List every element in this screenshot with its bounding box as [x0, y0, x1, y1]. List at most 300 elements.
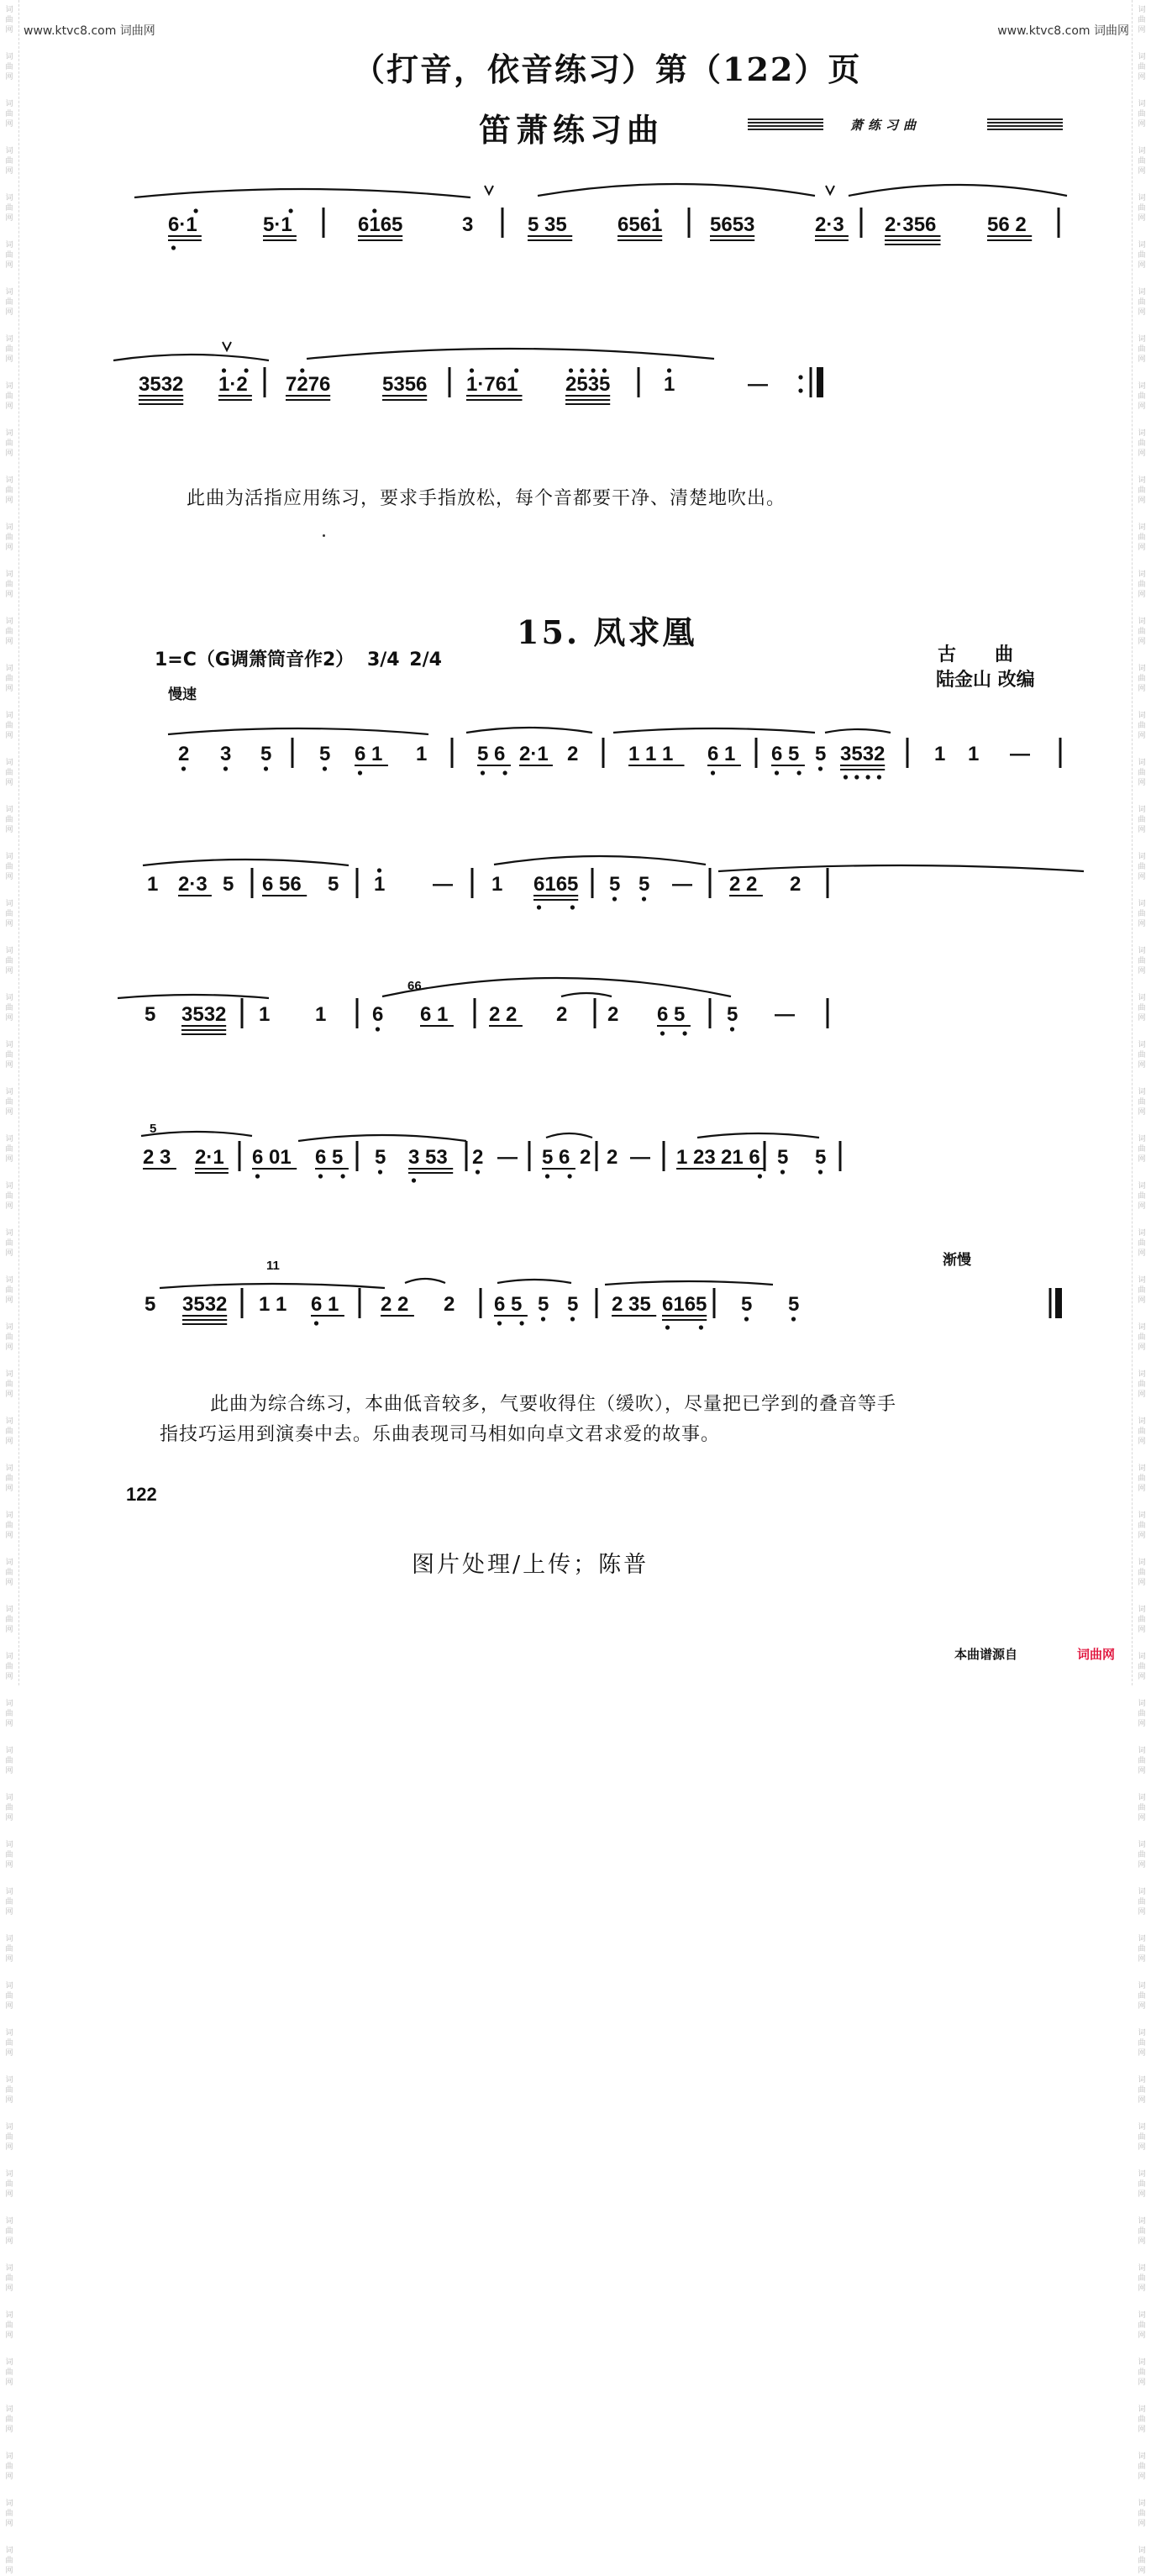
high-octave-dot	[667, 368, 671, 372]
tempo-end: 渐慢	[943, 1252, 971, 1269]
side-watermark-text: 词 曲 网	[1138, 1088, 1146, 1117]
repeat-dot	[798, 388, 802, 392]
final-barline-thick	[817, 367, 823, 397]
phrase-slur	[466, 728, 592, 733]
side-watermark-text: 词 曲 网	[5, 2217, 13, 2246]
high-octave-dot	[289, 208, 293, 213]
side-watermark-text: 词 曲 网	[5, 1088, 13, 1117]
note-group: 2	[580, 1146, 591, 1169]
side-watermark-text: 词 曲 网	[5, 1464, 13, 1493]
note-group: 1	[374, 873, 386, 896]
side-watermark-text: 词 曲 网	[1138, 1182, 1146, 1211]
low-octave-dot	[520, 1321, 524, 1325]
watermark-top-left: www.ktvc8.com 词曲网	[24, 24, 155, 38]
side-watermark-text: 词 曲 网	[1138, 2029, 1146, 2058]
side-watermark-text: 词 曲 网	[1138, 2405, 1146, 2434]
side-watermark-text: 词 曲 网	[5, 2029, 13, 2058]
note-group: 5	[639, 873, 650, 896]
side-watermark-text: 词 曲 网	[5, 2170, 13, 2199]
side-watermark-text: 词 曲 网	[1138, 1794, 1146, 1822]
side-watermark-text: 词 曲 网	[1138, 2123, 1146, 2152]
piece-origin: 古 曲	[938, 644, 1013, 665]
low-octave-dot	[412, 1178, 416, 1182]
grace-note: 11	[266, 1259, 280, 1273]
side-watermark-text: 词 曲 网	[1138, 1041, 1146, 1070]
piece-line-3	[145, 975, 1075, 1059]
low-octave-dot	[255, 1174, 260, 1178]
note-group: 2	[567, 743, 579, 765]
piece-line-3-svg	[145, 975, 1075, 1059]
note-56-2: 56 2	[987, 213, 1027, 236]
side-watermark-text: 词 曲 网	[1138, 2452, 1146, 2481]
side-watermark-text: 词 曲 网	[1138, 806, 1146, 834]
low-octave-dot	[358, 770, 362, 775]
low-octave-dot	[497, 1321, 502, 1325]
note-group: —	[775, 1003, 795, 1026]
side-watermark-text: 词 曲 网	[1138, 147, 1146, 176]
side-watermark-text: 词 曲 网	[5, 853, 13, 881]
low-octave-dot	[541, 1317, 545, 1321]
side-watermark-text: 词 曲 网	[1138, 53, 1146, 81]
low-octave-dot	[376, 1027, 380, 1031]
decorative-stripes-right	[987, 118, 1063, 130]
low-octave-dot	[612, 896, 617, 901]
side-watermark-text: 词 曲 网	[1138, 1841, 1146, 1869]
note-group: 6 1	[707, 743, 736, 765]
low-octave-dot	[683, 1031, 687, 1035]
high-octave-dot	[602, 368, 607, 372]
side-watermark-text: 词 曲 网	[5, 1606, 13, 1634]
note-6-1: 6·1	[168, 213, 197, 236]
low-octave-dot	[570, 1317, 575, 1321]
side-watermark-text: 词 曲 网	[1138, 6, 1146, 34]
note-group: 6 56	[262, 873, 302, 896]
note-group: 2	[178, 743, 190, 765]
piece-title: 15. 凤求凰	[517, 613, 697, 651]
low-octave-dot	[866, 775, 870, 779]
low-octave-dot	[744, 1317, 749, 1321]
note-2-3: 2·3	[815, 213, 844, 236]
piece-description-line-1: 此曲为综合练习，本曲低音较多，气要收得住（缓吹），尽量把已学到的叠音等手	[210, 1394, 897, 1415]
side-watermark-text: 词 曲 网	[5, 1653, 13, 1681]
piece-line-2-svg	[147, 844, 1075, 928]
note-group: 5	[375, 1146, 386, 1169]
side-watermark-text: 词 曲 网	[5, 1559, 13, 1587]
note-group: 6 1	[355, 743, 383, 765]
side-watermark-text: 词 曲 网	[1138, 1323, 1146, 1352]
high-octave-dot	[470, 368, 474, 372]
side-watermark-text: 词 曲 网	[5, 476, 13, 505]
note-group: —	[1010, 743, 1030, 765]
side-watermark-text: 词 曲 网	[5, 2547, 13, 2575]
phrase-slur	[134, 189, 470, 197]
high-octave-dot	[591, 368, 596, 372]
side-watermark-text: 词 曲 网	[1138, 241, 1146, 270]
tempo-start: 慢速	[168, 686, 197, 703]
side-watermark-text: 词 曲 网	[5, 241, 13, 270]
key-text: 1=C（G调箫筒音作2）	[155, 649, 355, 670]
side-watermark-text: 词 曲 网	[5, 194, 13, 223]
phrase-slur	[307, 349, 714, 359]
note-group: 6 5	[494, 1293, 523, 1316]
side-watermark-text: 词 曲 网	[1138, 947, 1146, 975]
low-octave-dot	[818, 766, 823, 770]
note-group: 5	[260, 743, 272, 765]
note-1-761: 1·761	[466, 373, 518, 396]
upload-credit: 图片处理/上传；陈普	[412, 1552, 649, 1578]
low-octave-dot	[730, 1027, 734, 1031]
low-octave-dot	[797, 770, 801, 775]
side-watermark-text: 词 曲 网	[5, 6, 13, 34]
low-octave-dot	[341, 1174, 345, 1178]
piece-line-1-svg	[168, 714, 1075, 798]
dash-sustain: —	[748, 373, 768, 396]
low-octave-dot	[818, 1170, 823, 1174]
side-watermark-text: 词 曲 网	[5, 2405, 13, 2434]
note-group: 5	[328, 873, 339, 896]
low-octave-dot	[181, 766, 186, 770]
note-group: 5	[777, 1146, 789, 1169]
side-watermark-text: 词 曲 网	[1138, 476, 1146, 505]
side-watermark-text: 词 曲 网	[1138, 429, 1146, 458]
note-group: 5	[567, 1293, 579, 1316]
high-octave-dot	[580, 368, 584, 372]
side-watermark-text: 词 曲 网	[1138, 994, 1146, 1023]
side-watermark-text: 词 曲 网	[5, 1229, 13, 1258]
note-group: 2 2	[381, 1293, 409, 1316]
side-watermark-text: 词 曲 网	[5, 2452, 13, 2481]
breath-mark	[223, 342, 231, 350]
note-group: 21 6	[721, 1146, 760, 1169]
note-group: 3 53	[408, 1146, 448, 1169]
side-watermark-text: 词 曲 网	[1138, 1511, 1146, 1540]
side-watermark-text: 词 曲 网	[5, 1935, 13, 1964]
side-watermark-text: 词 曲 网	[5, 147, 13, 176]
high-octave-dot	[514, 368, 518, 372]
phrase-slur	[405, 1279, 445, 1283]
note-group: 5 6	[542, 1146, 570, 1169]
note-2-356: 2·356	[885, 213, 937, 236]
low-octave-dot	[854, 775, 859, 779]
side-watermark-text: 词 曲 网	[1138, 759, 1146, 787]
side-watermark-text: 词 曲 网	[1138, 1935, 1146, 1964]
note-group: 5	[538, 1293, 549, 1316]
side-watermark-text: 词 曲 网	[5, 1982, 13, 2011]
low-octave-dot	[775, 770, 779, 775]
note-group: 5	[145, 1003, 156, 1026]
note-group: 1 1 1	[628, 743, 674, 765]
low-octave-dot	[791, 1317, 796, 1321]
side-watermark-text: 词 曲 网	[5, 382, 13, 411]
note-group: 1 1	[259, 1293, 287, 1316]
side-watermark-text: 词 曲 网	[1138, 2358, 1146, 2387]
side-watermark-text: 词 曲 网	[1138, 665, 1146, 693]
side-watermark-text: 词 曲 网	[5, 2264, 13, 2293]
exercise-line-2-svg	[139, 340, 1075, 424]
note-5-35: 5 35	[528, 213, 567, 236]
watermark-top-right: www.ktvc8.com 词曲网	[997, 24, 1129, 38]
side-watermark-text: 词 曲 网	[5, 1700, 13, 1728]
note-group: 5	[319, 743, 331, 765]
note-group: 2	[444, 1293, 455, 1316]
note-group: 5	[741, 1293, 753, 1316]
side-watermark-text: 词 曲 网	[5, 618, 13, 646]
side-watermark-text: 词 曲 网	[1138, 1653, 1146, 1681]
side-watermark-text: 词 曲 网	[5, 1276, 13, 1305]
side-watermark-text: 词 曲 网	[5, 1841, 13, 1869]
side-watermark-text: 词 曲 网	[5, 335, 13, 364]
exercise-line-1-svg	[143, 181, 1075, 265]
piece-line-4-svg	[143, 1117, 1075, 1201]
note-group: 5	[223, 873, 234, 896]
side-watermark-text: 词 曲 网	[1138, 1276, 1146, 1305]
footer-source-label: 本曲谱源自	[954, 1647, 1018, 1662]
mini-section-label: 萧练习曲	[850, 118, 922, 133]
note-group: 6 5	[315, 1146, 344, 1169]
low-octave-dot	[476, 1170, 480, 1174]
note-1-2: 1·2	[218, 373, 248, 396]
note-group: 3532	[182, 1293, 228, 1316]
phrase-slur	[546, 1133, 592, 1138]
side-watermark-text: 词 曲 网	[5, 429, 13, 458]
side-watermark-text: 词 曲 网	[5, 1041, 13, 1070]
note-group: 2·3	[178, 873, 208, 896]
note-group: 2	[607, 1146, 618, 1169]
side-watermark-text: 词 曲 网	[5, 288, 13, 317]
low-octave-dot	[665, 1325, 670, 1329]
side-watermark-text: 词 曲 网	[1138, 2500, 1146, 2528]
time-signature-2: 2/4	[409, 649, 442, 670]
phrase-slur	[605, 1281, 773, 1285]
note-group: 5	[788, 1293, 800, 1316]
note-6165: 6165	[358, 213, 403, 236]
left-watermark-strip	[0, 0, 19, 2575]
phrase-slur	[538, 184, 815, 196]
note-group: 2	[790, 873, 801, 896]
side-watermark-text: 词 曲 网	[5, 806, 13, 834]
side-watermark-text: 词 曲 网	[1138, 382, 1146, 411]
side-watermark-text: 词 曲 网	[5, 2358, 13, 2387]
phrase-slur	[118, 995, 269, 998]
side-watermark-text: 词 曲 网	[5, 2123, 13, 2152]
side-watermark-text: 词 曲 网	[5, 947, 13, 975]
note-7276: 7276	[286, 373, 331, 396]
low-octave-dot	[877, 775, 881, 779]
side-watermark-text: 词 曲 网	[1138, 1982, 1146, 2011]
phrase-slur	[697, 1133, 819, 1138]
note-group: —	[672, 873, 692, 896]
note-6561: 6561	[618, 213, 663, 236]
note-5653: 5653	[710, 213, 755, 236]
side-watermark-text: 词 曲 网	[5, 1747, 13, 1775]
low-octave-dot	[844, 775, 848, 779]
low-octave-dot	[660, 1031, 665, 1035]
side-watermark-text: 词 曲 网	[5, 900, 13, 928]
piece-line-4	[143, 1117, 1075, 1201]
exercise-description: 此曲为活指应用练习，要求手指放松，每个音都要干净、清楚地吹出。	[187, 488, 786, 509]
note-group: 6 5	[771, 743, 800, 765]
note-group: 6 01	[252, 1146, 292, 1169]
note-group: 3532	[840, 743, 886, 765]
note-group: 1	[968, 743, 980, 765]
side-watermark-text: 词 曲 网	[5, 665, 13, 693]
key-signature	[155, 645, 442, 671]
note-5-1: 5·1	[263, 213, 292, 236]
phrase-slur	[298, 1135, 466, 1141]
note-group: 1	[934, 743, 946, 765]
note-3532: 3532	[139, 373, 184, 396]
side-watermark-text: 词 曲 网	[1138, 335, 1146, 364]
side-watermark-text: 词 曲 网	[1138, 900, 1146, 928]
phrase-slur	[561, 993, 612, 996]
side-watermark-text: 词 曲 网	[1138, 2311, 1146, 2340]
piece-description-line-2: 指技巧运用到演奏中去。乐曲表现司马相如向卓文君求爱的故事。	[160, 1424, 721, 1445]
side-watermark-text: 词 曲 网	[1138, 100, 1146, 129]
note-group: 5	[727, 1003, 738, 1026]
note-group: —	[433, 873, 453, 896]
note-group: 2	[472, 1146, 484, 1169]
phrase-slur	[113, 355, 269, 360]
side-watermark-text: 词 曲 网	[1138, 1559, 1146, 1587]
side-watermark-text: 词 曲 网	[1138, 1606, 1146, 1634]
page-heading: （打音，依音练习）第（122）页	[353, 50, 862, 88]
high-octave-dot	[222, 368, 226, 372]
high-octave-dot	[377, 868, 381, 872]
note-group: —	[497, 1146, 518, 1169]
side-watermark-text: 词 曲 网	[5, 1888, 13, 1916]
breath-mark	[485, 186, 493, 194]
side-watermark-text: 词 曲 网	[5, 53, 13, 81]
low-octave-dot	[570, 905, 575, 909]
side-watermark-text: 词 曲 网	[1138, 1417, 1146, 1446]
phrase-slur	[382, 978, 731, 996]
side-watermark-text: 词 曲 网	[1138, 1700, 1146, 1728]
time-signature-1: 3/4	[366, 649, 400, 670]
side-watermark-text: 词 曲 网	[1138, 853, 1146, 881]
high-octave-dot	[372, 208, 376, 213]
high-octave-dot	[654, 208, 659, 213]
note-group: 2·1	[519, 743, 549, 765]
low-octave-dot	[503, 770, 507, 775]
side-watermark-text: 词 曲 网	[1138, 712, 1146, 740]
note-group: 1	[147, 873, 159, 896]
note-group: 6 5	[657, 1003, 686, 1026]
side-watermark-text: 词 曲 网	[5, 712, 13, 740]
low-octave-dot	[264, 766, 268, 770]
low-octave-dot	[699, 1325, 703, 1329]
side-watermark-text: 词 曲 网	[5, 994, 13, 1023]
low-octave-dot	[780, 1170, 785, 1174]
decorative-stripes-left	[748, 118, 823, 130]
stray-dot	[323, 534, 325, 537]
phrase-slur	[849, 185, 1067, 196]
side-watermark-text: 词 曲 网	[5, 523, 13, 552]
note-group: 5	[145, 1293, 156, 1316]
side-watermark-text: 词 曲 网	[1138, 2170, 1146, 2199]
grace-note: 66	[407, 979, 422, 993]
note-group: 1	[491, 873, 503, 896]
footer-brand-link[interactable]: 词曲网	[1077, 1647, 1116, 1662]
high-octave-dot	[300, 368, 304, 372]
note-group: 2 35	[612, 1293, 651, 1316]
side-watermark-text: 词 曲 网	[1138, 2076, 1146, 2105]
phrase-slur	[825, 729, 891, 733]
note-group: 2·1	[195, 1146, 224, 1169]
repeat-dot	[798, 375, 802, 379]
side-watermark-text: 词 曲 网	[1138, 1747, 1146, 1775]
phrase-slur	[168, 728, 428, 734]
high-octave-dot	[194, 208, 198, 213]
note-group: 6 1	[420, 1003, 449, 1026]
note-group: 6165	[533, 873, 579, 896]
low-octave-dot	[378, 1170, 382, 1174]
phrase-slur	[613, 728, 815, 733]
note-group: 1	[259, 1003, 271, 1026]
side-watermark-text: 词 曲 网	[1138, 2547, 1146, 2575]
section-title: 笛萧练习曲	[479, 111, 665, 149]
low-octave-dot	[171, 245, 176, 250]
phrase-slur	[160, 1284, 385, 1288]
piece-line-2	[147, 844, 1075, 928]
side-watermark-text: 词 曲 网	[1138, 2217, 1146, 2246]
page-number: 122	[126, 1484, 157, 1505]
phrase-slur	[718, 865, 1084, 871]
side-watermark-text: 词 曲 网	[1138, 523, 1146, 552]
side-watermark-text: 词 曲 网	[5, 1182, 13, 1211]
side-watermark-text: 词 曲 网	[5, 2311, 13, 2340]
low-octave-dot	[758, 1174, 762, 1178]
side-watermark-text: 词 曲 网	[1138, 618, 1146, 646]
side-watermark-text: 词 曲 网	[1138, 194, 1146, 223]
note-group: —	[630, 1146, 650, 1169]
phrase-slur	[141, 1132, 252, 1136]
note-group: 5	[609, 873, 621, 896]
side-watermark-text: 词 曲 网	[1138, 1464, 1146, 1493]
low-octave-dot	[711, 770, 715, 775]
low-octave-dot	[481, 770, 485, 775]
high-octave-dot	[569, 368, 573, 372]
piece-arranger: 陆金山 改编	[936, 670, 1035, 691]
high-octave-dot	[244, 368, 249, 372]
note-group: 1 23	[676, 1146, 716, 1169]
side-watermark-text: 词 曲 网	[5, 1323, 13, 1352]
low-octave-dot	[568, 1174, 572, 1178]
low-octave-dot	[323, 766, 327, 770]
note-group: 2 2	[729, 873, 758, 896]
note-group: 1	[315, 1003, 327, 1026]
side-watermark-text: 词 曲 网	[5, 1370, 13, 1399]
side-watermark-text: 词 曲 网	[5, 1511, 13, 1540]
note-group: 5	[815, 1146, 827, 1169]
note-group: 5	[815, 743, 827, 765]
low-octave-dot	[318, 1174, 323, 1178]
piece-line-1	[168, 714, 1075, 798]
phrase-slur	[143, 860, 349, 865]
low-octave-dot	[314, 1321, 318, 1325]
note-group: 5 6	[477, 743, 506, 765]
note-group: 6165	[662, 1293, 707, 1316]
note-group: 2 3	[143, 1146, 171, 1169]
phrase-slur	[494, 856, 706, 865]
note-5356: 5356	[382, 373, 428, 396]
exercise-line-2	[139, 340, 1075, 424]
side-watermark-text: 词 曲 网	[1138, 1370, 1146, 1399]
note-group: 6	[372, 1003, 384, 1026]
exercise-line-1	[143, 181, 1075, 265]
note-3: 3	[462, 213, 474, 236]
note-group: 3	[220, 743, 232, 765]
low-octave-dot	[223, 766, 228, 770]
